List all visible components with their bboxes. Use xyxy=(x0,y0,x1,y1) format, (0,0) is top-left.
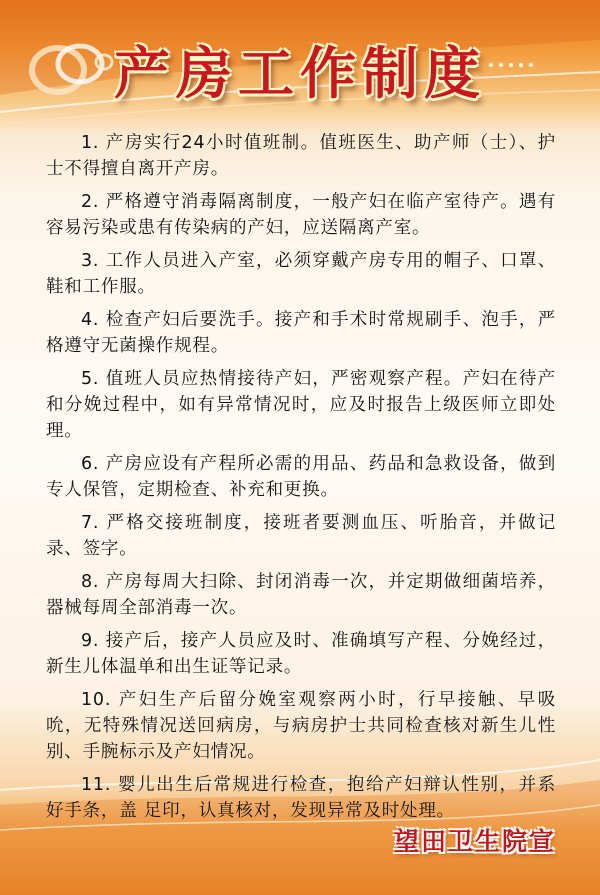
rule-text: 严格交接班制度，接班者要测血压、听胎音，并做记录、签字。 xyxy=(46,513,556,559)
rule-text: 严格遵守消毒隔离制度，一般产妇在临产室待产。遇有容易污染或患有传染病的产妇，应送隔离产室。 xyxy=(46,192,556,238)
rule-text: 产房应设有产程所必需的用品、药品和急救设备，做到专人保管，定期检查、补充和更换。 xyxy=(46,454,556,500)
rule-text: 工作人员进入产室，必须穿戴产房专用的帽子、口罩、鞋和工作服。 xyxy=(46,251,556,297)
rule-text: 接产后，接产人员应及时、准确填写产程、分娩经过，新生儿体温单和出生证等记录。 xyxy=(46,631,556,677)
rule-text: 产妇生产后留分娩室观察两小时，行早接触、早吸吮，无特殊情况送回病房，与病房护士共同检查核对新生儿性别、手腕标示及产妇情况。 xyxy=(46,690,556,762)
rule-text: 值班人员应热情接待产妇，严密观察产程。产妇在待产和分娩过程中，如有异常情况时，应及时报告上级医师立即处理。 xyxy=(46,369,556,441)
publisher-credit: 望田卫生院宣 xyxy=(393,827,556,856)
rule-number: 8. xyxy=(81,572,100,592)
rule-item xyxy=(46,248,556,300)
rule-text: 产房每周大扫除、封闭消毒一次，并定期做细菌培养，器械每周全部消毒一次。 xyxy=(46,572,556,618)
rule-number: 2. xyxy=(81,192,100,212)
rule-number: 5. xyxy=(81,369,100,389)
rule-number: 10. xyxy=(81,690,112,710)
rule-item xyxy=(46,569,556,621)
rule-item xyxy=(46,510,556,562)
rule-item xyxy=(46,628,556,680)
rule-text: 检查产妇后要洗手。接产和手术时常规刷手、泡手，严格遵守无菌操作规程。 xyxy=(46,310,556,356)
rule-number: 9. xyxy=(81,631,100,651)
rule-number: 11. xyxy=(81,775,112,795)
rule-item xyxy=(46,130,556,182)
rule-item xyxy=(46,307,556,359)
rule-item xyxy=(46,451,556,503)
rule-number: 7. xyxy=(81,513,100,533)
rule-text: 婴儿出生后常规进行检查，抱给产妇辩认性别，并系好手条，盖 足印，认真核对，发现异常及时处理。 xyxy=(46,775,556,821)
rule-number: 3. xyxy=(81,251,100,271)
rule-item xyxy=(46,189,556,241)
rule-text: 产房实行24小时值班制。值班医生、助产师（士）、护士不得擅自离开产房。 xyxy=(46,133,556,179)
rule-number: 1. xyxy=(81,133,100,153)
rule-number: 6. xyxy=(81,454,100,474)
rule-number: 4. xyxy=(81,310,100,330)
rule-item xyxy=(46,772,556,824)
rule-item xyxy=(46,366,556,444)
rules-list xyxy=(46,130,556,831)
title-dots-decoration xyxy=(486,60,546,70)
rule-item xyxy=(46,687,556,765)
page-title: 产房工作制度 xyxy=(114,41,486,107)
